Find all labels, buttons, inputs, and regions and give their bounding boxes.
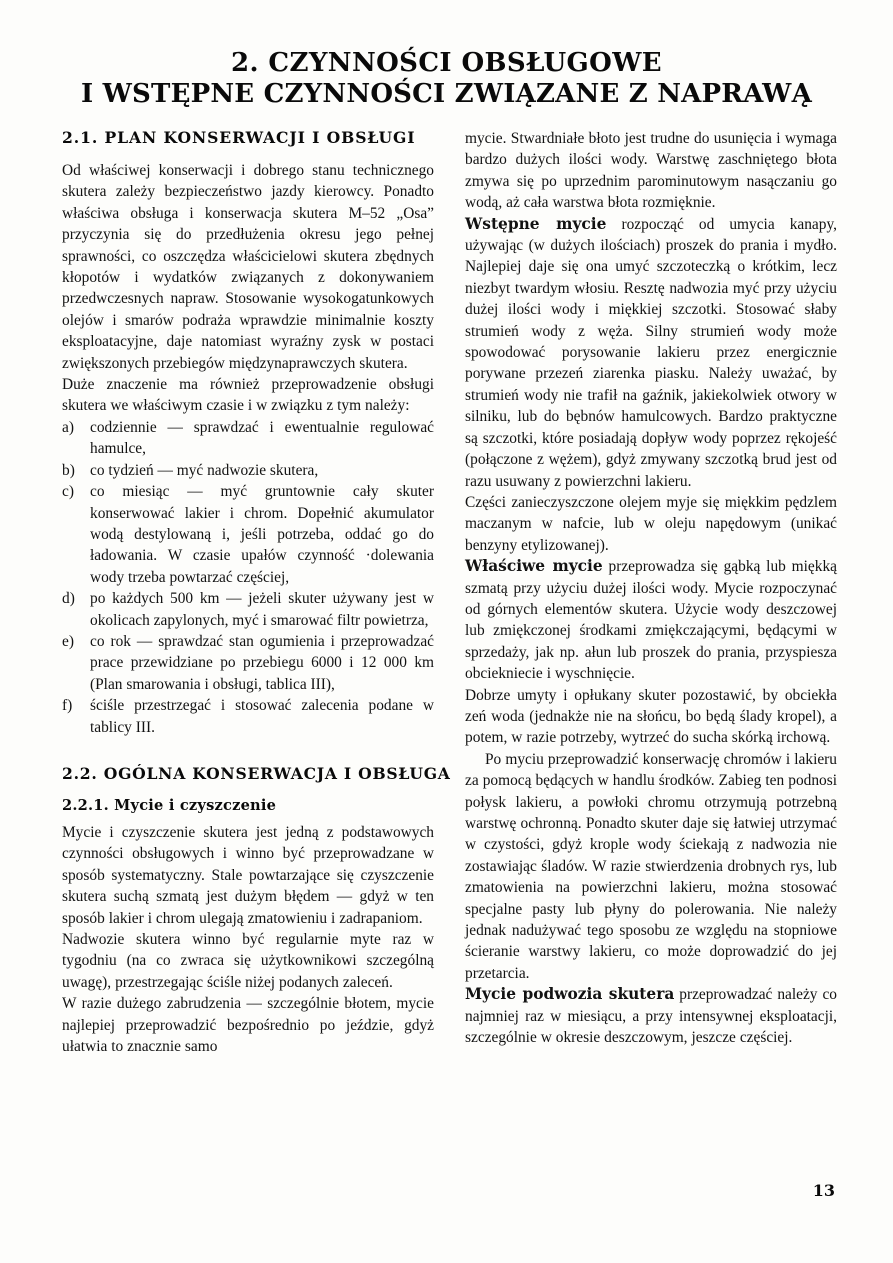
right-paragraph-4-text: przeprowadza się gąbką lub miękką szmatą przy użyciu dużej ilości wody. Mycie rozpoczynać od górnych elementów skutera. Użycie wody deszczowej lub zmiękczonej środkami zmiękczającymi, będącymi w sprzedaży, jak np. ałun lub proszek do prania, przyspiesza obciekniecie i wyschnięcie. — [465, 558, 837, 683]
right-column — [465, 128, 837, 1048]
list-item-text: codziennie — sprawdzać i ewentualnie regulować hamulce, — [90, 418, 434, 458]
list-item-marker: d) — [62, 590, 75, 608]
left-paragraph-2: Duże znaczenie ma również przeprowadzenie obsługi skutera we właściwym czasie i w związku z tym należy: — [62, 376, 434, 415]
left-paragraph-3: Mycie i czyszczenie skutera jest jedną z podstawowych czynności obsługowych i winno być przeprowadzane w sposób systematyczny. Stale powtarzające się czyszczenie skutera suchą szmatą jest dużym błędem — gdyż w ten sposób lakier i chrom ulegają zmatowieniu i zadrapaniom. — [62, 823, 434, 927]
list-item — [62, 460, 434, 481]
list-item-marker: c) — [62, 483, 74, 501]
left-paragraph-1: Od właściwej konserwacji i dobrego stanu technicznego skutera zależy bezpieczeństwo jazdy kierowcy. Ponadto właściwa obsługa i konserwacja skutera M–52 „Osa” przyczynia się do przedłużenia okresu jego pełnej sprawności, co oszczędza właścicielowi skutera zbędnych kłopotów i wydatków związanych z dokonywaniem przedwczesnych napraw. Stosowanie wysokogatunkowych olejów i smarów podraża wprawdzie minimalnie koszty eksploatacyjne, daje natomiast wyraźny zysk w postaci zwiększonych przebiegów międzynaprawczych skutera. — [62, 162, 434, 372]
chapter-title-line-2: I WSTĘPNE CZYNNOŚCI ZWIĄZANE Z NAPRAWĄ — [81, 79, 812, 109]
page-number: 13 — [812, 1181, 835, 1200]
list-item — [62, 481, 434, 588]
left-paragraph-4: Nadwozie skutera winno być regularnie myte raz w tygodniu (na co zwraca się użytkownikowi szczególną uwagę), przestrzegając ściśle niżej podanych zaleceń. — [62, 931, 434, 991]
list-item-text: ściśle przestrzegać i stosować zalecenia podane w tablicy III. — [90, 697, 434, 736]
right-paragraph-7-text: przeprowadzać należy co najmniej raz w miesiącu, a przy intensywnej eksploatacji, szczególnie w okresie deszczowym, jeszcze częściej. — [465, 986, 837, 1047]
list-item-marker: e) — [62, 632, 74, 650]
list-item-text: co tydzień — myć nadwozie skutera, — [90, 461, 319, 479]
right-paragraph-2-lead: Wstępne mycie — [465, 214, 607, 233]
right-paragraph-4-lead: Właściwe mycie — [465, 557, 603, 576]
list-item — [62, 417, 434, 460]
body-columns — [62, 128, 837, 1198]
section-spacer — [62, 738, 434, 764]
list-item-marker: b) — [62, 461, 75, 479]
right-paragraph-7-lead: Mycie podwozia skutera — [465, 985, 675, 1004]
list-item — [62, 588, 434, 631]
right-paragraph-2-text: rozpocząć od umycia kanapy, używając (w dużych ilościach) proszek do prania i mydło. Najlepiej daje się ona umyć szczoteczką o krótkim, lecz niezbyt twardym włosiu. Resztę nadwozia myć przy użyciu dużej ilości wody i miękkiej szczotki. Stosować słaby strumień wody z węża. Silny strumień wody może spowodować porysowanie lakieru przez energicznie porywane przezeń ziarenka piasku. Należy uważać, by strumień wody nie trafił na gaźnik, jakiekolwiek otwory w silniku, lub do bębnów hamulcowych. Bardzo praktyczne są szczotki, które posiadają dopływ wody poprzez rękojeść (połączone z wężem), gdyż zmywany szczotką brud jest od razu usuwany z powierzchni lakieru. — [465, 215, 837, 490]
maintenance-schedule-list — [62, 417, 434, 738]
right-paragraph-3: Części zanieczyszczone olejem myje się miękkim pędzlem maczanym w nafcie, lub w oleju napędowym (unikać benzyny etylizowanej). — [465, 493, 837, 554]
list-item-text: co miesiąc — myć gruntownie cały skuter konserwować lakier i chrom. Dopełnić akumulator wodą destylowaną i, jeśli potrzeba, oddać go do ładowania. W czasie upałów czynność ·dolewania wody trzeba powtarzać częściej, — [90, 483, 434, 586]
right-paragraph-7 — [465, 984, 837, 1048]
list-item — [62, 631, 434, 695]
list-item-marker: a) — [62, 418, 74, 436]
right-paragraph-2 — [465, 214, 837, 492]
right-paragraph-5: Dobrze umyty i opłukany skuter pozostawić, by obciekła zeń woda (jednakże nie na słońcu, bo będą ślady kropel), a potem, w razie potrzeby, wytrzeć do sucha skórką irchową. — [465, 686, 837, 747]
chapter-title-line-1: 2. CZYNNOŚCI OBSŁUGOWE — [230, 48, 663, 78]
left-paragraph-5: W razie dużego zabrudzenia — szczególnie błotem, mycie najlepiej przeprowadzić bezpośrednio po jeździe, gdyż ułatwia to znacznie samo — [62, 995, 434, 1056]
list-item-text: co rok — sprawdzać stan ogumienia i przeprowadzać prace przewidziane po przebiegu 6000 i 12 000 km (Plan smarowania i obsługi, tablica III), — [90, 632, 434, 693]
list-item — [62, 695, 434, 738]
right-paragraph-6: Po myciu przeprowadzić konserwację chromów i lakieru za pomocą będących w handlu środków. Zabieg ten podnosi połysk lakieru, a powłoki chromu otrzymują potrzebną warstwę ochronną. Ponadto skuter daje się łatwiej utrzymać w czystości, gdyż krople wody ściekają z nadwozia nie zostawiając śladów. W razie stwierdzenia drobnych rys, lub zmatowienia na powierzchni lakieru, można stosować specjalne pasty lub płyny do polerowania. Nie należy jednak nadużywać tego sposobu ze względu na stopniowe ścieranie warstwy lakieru, co może doprowadzić do jej przetarcia. — [465, 750, 837, 982]
list-item-marker: f) — [62, 697, 73, 715]
section-heading-2-2: 2.2. OGÓLNA KONSERWACJA I OBSŁUGA — [62, 763, 451, 783]
subsection-heading-2-2-1: 2.2.1. Mycie i czyszczenie — [62, 796, 277, 814]
left-column — [62, 128, 451, 1057]
chapter-title — [0, 48, 893, 110]
list-item-text: po każdych 500 km — jeżeli skuter używany jest w okolicach zapylonych, myć i smarować filtr powietrza, — [90, 590, 434, 629]
section-heading-2-1: 2.1. PLAN KONSERWACJI I OBSŁUGI — [62, 128, 416, 147]
right-paragraph-1: mycie. Stwardniałe błoto jest trudne do usunięcia i wymaga bardzo dużych ilości wody. Warstwę zaschniętego błota zmywa się po uprzednim parominutowym nasączaniu go wodą, aż cała warstwa błota rozmięknie. — [465, 130, 837, 212]
right-paragraph-4 — [465, 556, 837, 684]
